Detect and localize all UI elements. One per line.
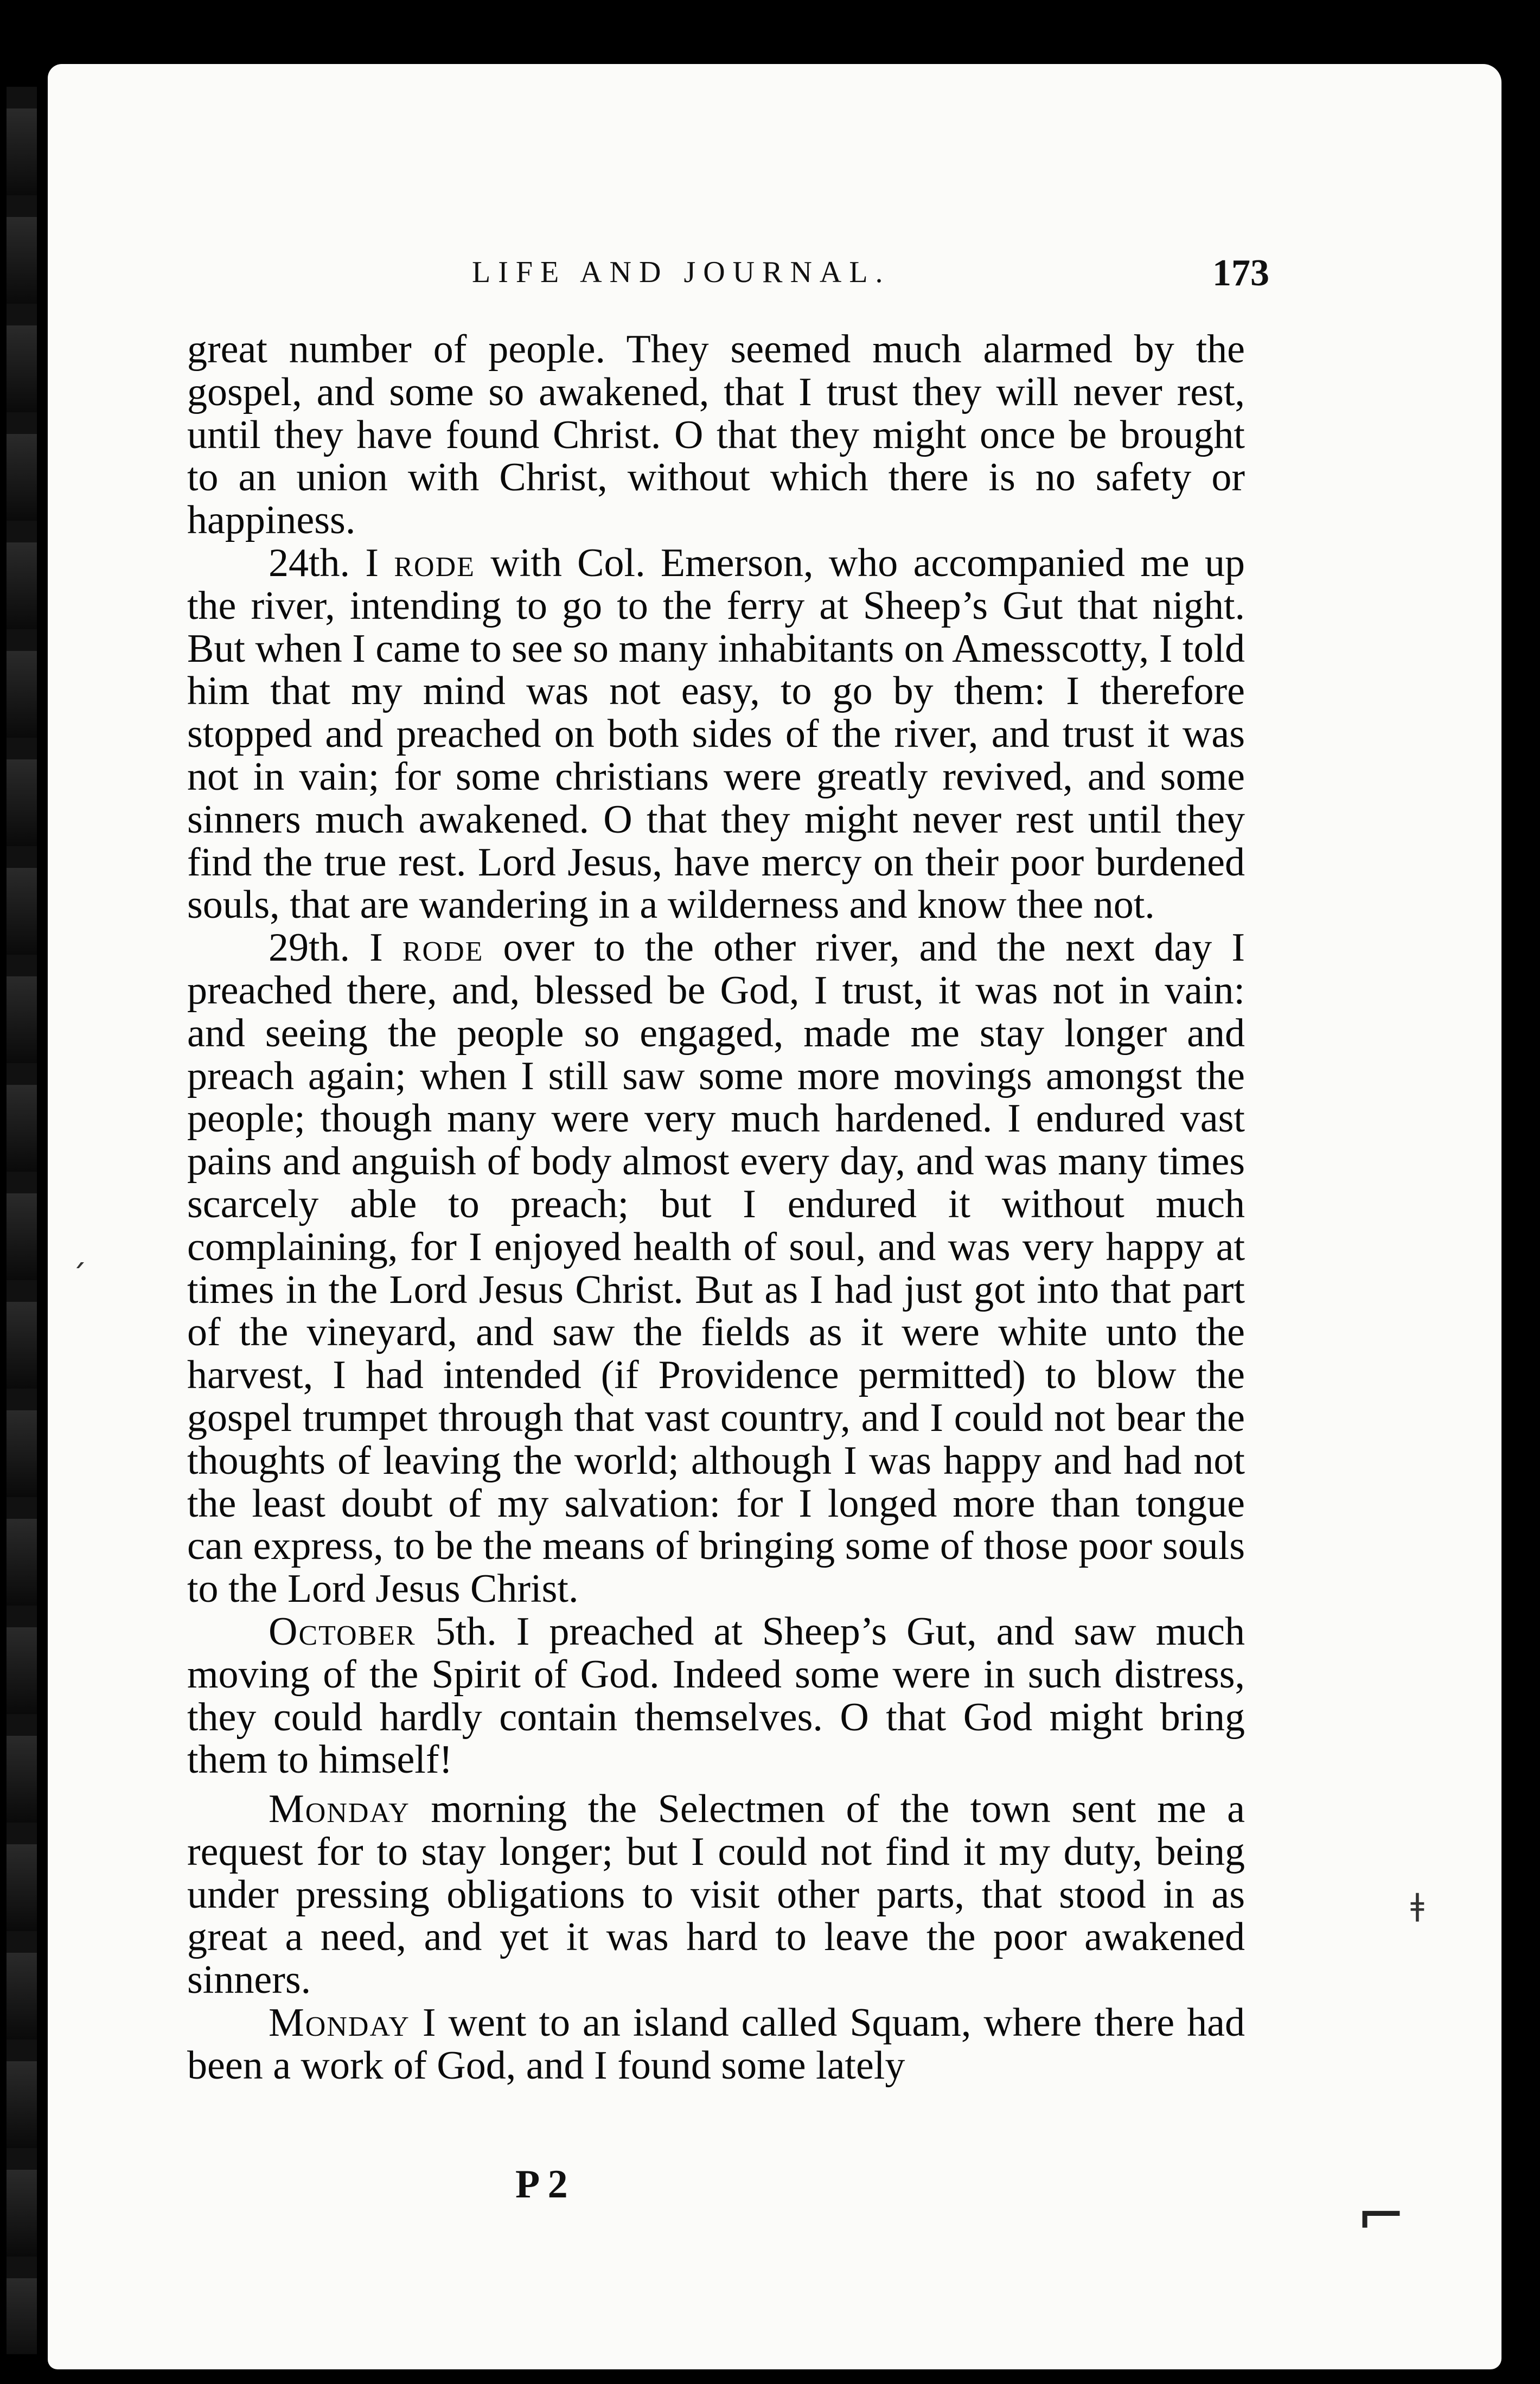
paragraph-6 [187, 2002, 1245, 2087]
running-head: LIFE AND JOURNAL. [472, 255, 891, 289]
paragraph-lead: 24th. I [269, 540, 394, 585]
scan-speck: ˊ [71, 1258, 87, 1296]
paragraph-5 [187, 1788, 1245, 2002]
paragraph-lead-smallcaps: Monday [269, 1787, 410, 1832]
paragraph-text: over to the other river, and the next day I preached there, and, blessed be God, I trust, it was not in vain: and seeing the people so engaged, made me stay longer and preach again; when I still saw some more movings amongst the people; though many were very much hardened. I endured vast pains and anguish of body almost every day, and was many times scarcely able to preach; but I endured it without much complaining, for I enjoyed health of soul, and was very happy at times in the Lord Jesus Christ. But as I had just got into that part of the vineyard, and saw the fields as it were white unto the harvest, I had intended (if Providence permitted) to blow the gospel trumpet through that vast country, and I could not bear the thoughts of leaving the world; although I was happy and had not the least doubt of my salvation: for I longed more than tongue can express, to be the means of bringing some of those poor souls to the Lord Jesus Christ. [187, 925, 1245, 1612]
paragraph-2 [187, 542, 1245, 926]
paragraph-3 [187, 926, 1245, 1610]
paragraph-lead-smallcaps: rode [394, 540, 475, 585]
paragraph-lead-smallcaps: October [269, 1609, 416, 1654]
signature-mark: P 2 [515, 2162, 568, 2207]
binding-edge [7, 87, 37, 2354]
paragraph-text: 5th. I preached at Sheep’s Gut, and saw much moving of the Spirit of God. Indeed some were in such distress, they could hardly contain themselves. O that God might bring them to himself! [187, 1609, 1245, 1782]
body-text [187, 328, 1245, 2087]
scan-speck: ⌐ [1356, 2181, 1407, 2250]
paragraph-lead: 29th. I [269, 925, 402, 970]
paragraph-1 [187, 328, 1245, 542]
paragraph-text: morning the Selectmen of the town sent me a request for to stay longer; but I could not find it my duty, being under pressing obligations to visit other parts, that stood in as great a need, and yet it was hard to leave the poor awakened sinners. [187, 1787, 1245, 2003]
paragraph-text: great number of people. They seemed much alarmed by the gospel, and some so awakened, that I trust they will never rest, until they have found Christ. O that they might once be brought to an union with Christ, without which there is no safety or happiness. [187, 327, 1245, 543]
page-header [184, 252, 1269, 304]
paragraph-lead-smallcaps: Monday [269, 2000, 410, 2046]
paragraph-lead-smallcaps: rode [402, 925, 484, 970]
paragraph-text: with Col. Emerson, who accompanied me up the river, intending to go to the ferry at Sheep’s Gut that night. But when I came to see so many inhabitants on Amesscotty, I told him that my mind was not easy, to go by them: I therefore stopped and preached on both sides of the river, and trust it was not in vain; for some christians were greatly revived, and some sinners much awakened. O that they might never rest until they find the true rest. Lord Jesus, have mercy on their poor burdened souls, that are wandering in a wilderness and know thee not. [187, 540, 1245, 928]
paragraph-4 [187, 1610, 1245, 1781]
page-number: 173 [1212, 252, 1269, 294]
scan-speck: ǂ [1410, 1888, 1424, 1923]
paragraph-text: I went to an island called Squam, where there had been a work of God, and I found some lately [187, 2000, 1245, 2088]
